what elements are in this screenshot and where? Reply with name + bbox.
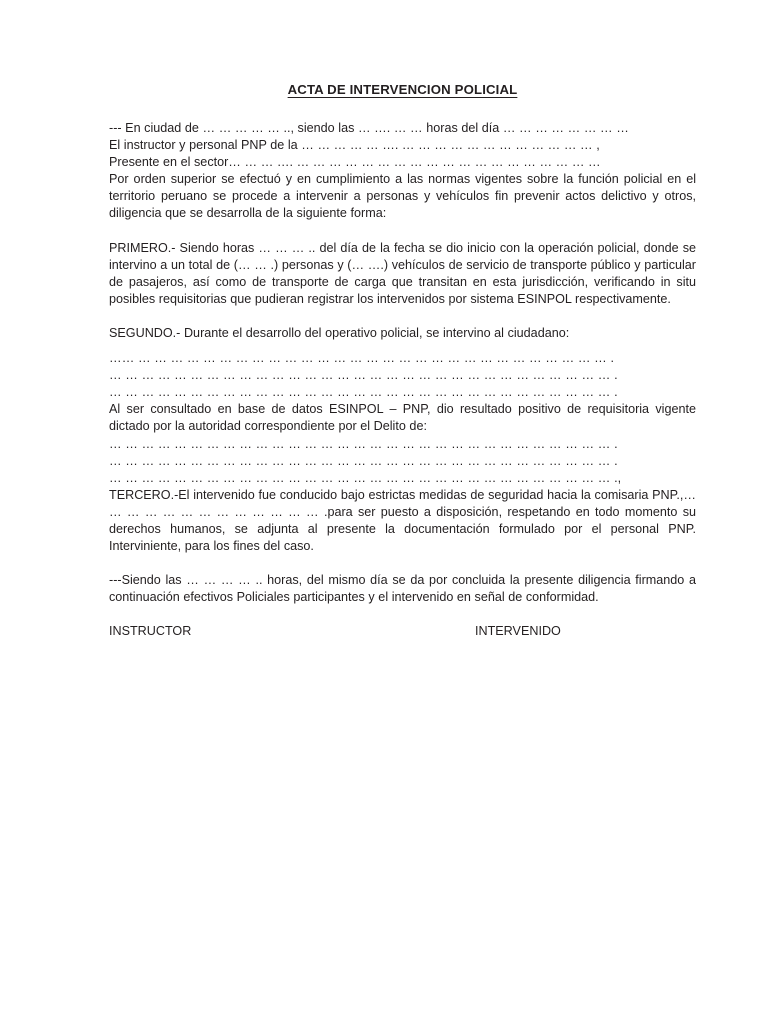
cierre-paragraph: ---Siendo las … … … … .. horas, del mismo día se da por concluida la presente diligencia firmando a continuación efectivos Policiales participantes y el intervenido en señal de conformidad. xyxy=(109,573,696,605)
intro-line-2: El instructor y personal PNP de la … … … … … …. … … … … … … … … … … … … , xyxy=(109,138,600,153)
paragraph-spacer xyxy=(109,606,696,623)
page-title: ACTA DE INTERVENCION POLICIAL xyxy=(287,82,518,97)
paragraph-spacer xyxy=(109,223,696,240)
intro-paragraph: Por orden superior se efectuó y en cumplimiento a las normas vigentes sobre la función policial en el territorio peruano se procede a intervenir a personas y vehículos fin prevenir actos delictivo y otros, diligencia que se desarrolla de la siguiente forma: xyxy=(109,172,696,221)
paragraph-spacer xyxy=(109,308,696,325)
esinpol-paragraph: Al ser consultado en base de datos ESINPOL – PNP, dio resultado positivo de requisitoria vigente dictado por la autoridad correspondiente por el Delito de: xyxy=(109,402,696,434)
signature-row xyxy=(109,623,696,640)
paragraph-spacer xyxy=(109,342,696,350)
signature-label-instructor: INSTRUCTOR xyxy=(109,624,192,639)
segundo-blank-line-3: … … … … … … … … … … … … … … … … … … … … … … … … … … … … … … … . xyxy=(109,385,618,400)
primero-paragraph: PRIMERO.- Siendo horas … … … .. del día de la fecha se dio inicio con la operación policial, donde se intervino a un total de (… … .) personas y (… ….) vehículos de servicio de transporte público y particular de pasajeros, así como de transporte de carga que transitan en esta jurisdicción, verificando in situ posibles requisitorias que pudieran registrar los intervenidos por sistema ESINPOL respectivamente. xyxy=(109,240,696,306)
delito-blank-line-3: … … … … … … … … … … … … … … … … … … … … … … … … … … … … … … … ., xyxy=(109,470,622,485)
segundo-heading: SEGUNDO.- Durante el desarrollo del operativo policial, se intervino al ciudadano: xyxy=(109,325,570,340)
intro-line-3: Presente en el sector… … … …. … … … … … … … … … … … … … … … … … … … xyxy=(109,155,601,170)
segundo-blank-line-2: … … … … … … … … … … … … … … … … … … … … … … … … … … … … … … … . xyxy=(109,368,618,383)
delito-blank-line-2: … … … … … … … … … … … … … … … … … … … … … … … … … … … … … … … . xyxy=(109,453,618,468)
intro-line-1: --- En ciudad de … … … … … .., siendo las … …. … … horas del día … … … … … … … … xyxy=(109,121,629,135)
delito-blank-line-1: … … … … … … … … … … … … … … … … … … … … … … … … … … … … … … … . xyxy=(109,436,618,451)
document-body xyxy=(109,82,696,640)
paragraph-spacer xyxy=(109,555,696,572)
tercero-paragraph: TERCERO.-El intervenido fue conducido bajo estrictas medidas de seguridad hacia la comisaria PNP.,… … … … … … … … … … … … … .para ser puesto a disposición, respetando en todo momento su derechos humanos, se adjunta al presente la documentación formulado por el personal PNP. Interviniente, para los fines del caso. xyxy=(109,487,696,554)
segundo-blank-line-1: …… … … … … … … … … … … … … … … … … … … … … … … … … … … … … … . xyxy=(109,351,615,366)
signature-label-intervenido: INTERVENIDO xyxy=(475,624,561,639)
